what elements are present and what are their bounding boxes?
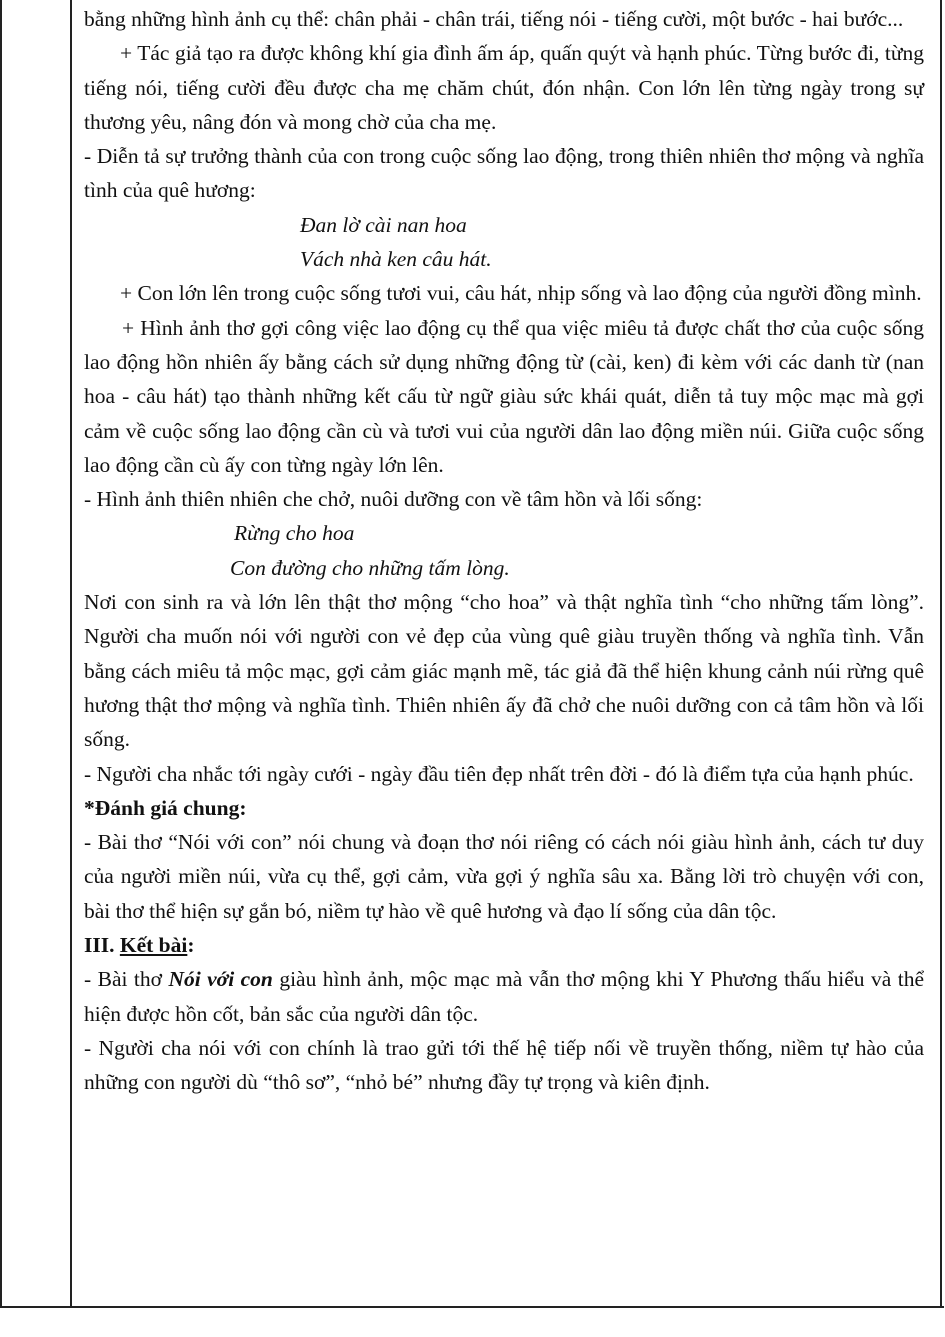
table-left-column	[0, 0, 72, 1308]
heading-general-assessment: *Đánh giá chung:	[84, 795, 247, 820]
poem-line: Vách nhà ken câu hát.	[300, 247, 492, 272]
paragraph-nature: - Hình ảnh thiên nhiên che chở, nuôi dưỡng con về tâm hồn và lối sống:	[84, 487, 703, 512]
paragraph-wedding: - Người cha nhắc tới ngày cưới - ngày đầu tiên đẹp nhất trên đời - đó là điểm tựa của hạnh phúc.	[84, 761, 914, 786]
paragraph-intro: bằng những hình ảnh cụ thể: chân phải - chân trái, tiếng nói - tiếng cười, một bước - hai bước...	[84, 7, 904, 31]
heading-conclusion	[84, 928, 924, 962]
document-body	[84, 2, 924, 1100]
paragraph-family-warmth: + Tác giả tạo ra được không khí gia đình ấm áp, quấn quýt và hạnh phúc. Từng bước đi, từng tiếng nói, tiếng cười đều được cha mẹ chăm chút, đón nhận. Con lớn lên từng ngày trong sự thương yêu, nâng đón và mong chờ của cha mẹ.	[84, 41, 924, 134]
poem-line: Đan lờ cài nan hoa	[300, 212, 467, 237]
text-run: giàu hình ảnh, mộc mạc mà vẫn thơ mộng khi Y Phương thấu hiểu và thể hiện được hồn cốt, bản sắc của người dân tộc.	[84, 967, 924, 1026]
poem-line: Con đường cho những tấm lòng.	[230, 555, 510, 580]
paragraph-joyful-life: + Con lớn lên trong cuộc sống tươi vui, câu hát, nhịp sống và lao động của người đồng mình.	[120, 281, 922, 306]
poem-title: Nói với con	[168, 967, 273, 992]
heading-conclusion-text: Kết bài	[119, 933, 188, 958]
paragraph-growth: - Diễn tả sự trưởng thành của con trong cuộc sống lao động, trong thiên nhiên thơ mộng và nghĩa tình của quê hương:	[84, 144, 924, 203]
paragraph-homeland: Nơi con sinh ra và lớn lên thật thơ mộng “cho hoa” và thật nghĩa tình “cho những tấm lòng”. Người cha muốn nói với người con vẻ đẹp của vùng quê giàu truyền thống và nghĩa tình. Vẫn bằng cách miêu tả mộc mạc, gợi cảm giác mạnh mẽ, tác giả đã thể hiện khung cảnh núi rừng quê hương thật thơ mộng và nghĩa tình. Thiên nhiên ấy đã chở che nuôi dưỡng con cả tâm hồn và lối sống.	[84, 590, 924, 752]
paragraph-labor-imagery: + Hình ảnh thơ gợi công việc lao động cụ thể qua việc miêu tả được chất thơ của cuộc sống lao động hồn nhiên ấy bằng cách sử dụng những động từ (cài, ken) đi kèm với các danh từ (nan hoa - câu hát) tạo thành những kết cấu từ ngữ giàu sức khái quát, diễn tả tuy mộc mạc mà gợi cảm về cuộc sống lao động cần cù và tươi vui của người dân lao động miền núi. Giữa cuộc sống lao động cần cù ấy con từng ngày lớn lên.	[84, 315, 924, 477]
paragraph-conclusion-1	[84, 962, 924, 1031]
paragraph-assessment: - Bài thơ “Nói với con” nói chung và đoạn thơ nói riêng có cách nói giàu hình ảnh, cách tư duy của người miền núi, vừa cụ thể, gợi cảm, vừa gợi ý nghĩa sâu xa. Bằng lời trò chuyện với con, bài thơ thể hiện sự gắn bó, niềm tự hào về quê hương và đạo lí sống của dân tộc.	[84, 830, 924, 923]
heading-conclusion-number: III.	[84, 933, 120, 958]
table-bottom-border	[0, 1306, 944, 1308]
text-run: - Bài thơ	[84, 967, 169, 992]
heading-conclusion-colon: :	[187, 933, 195, 958]
paragraph-conclusion-2: - Người cha nói với con chính là trao gửi tới thế hệ tiếp nối về truyền thống, niềm tự hào của những con người dù “thô sơ”, “nhỏ bé” nhưng đầy tự trọng và kiên định.	[84, 1035, 924, 1095]
poem-line: Rừng cho hoa	[234, 521, 355, 546]
